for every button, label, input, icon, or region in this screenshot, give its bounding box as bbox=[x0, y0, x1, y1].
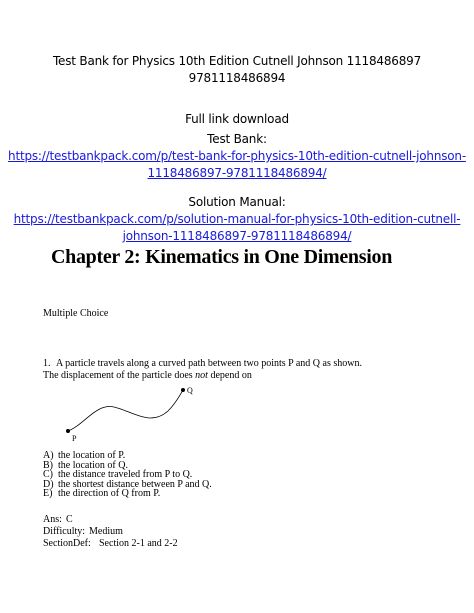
solution-manual-label: Solution Manual: bbox=[188, 195, 286, 209]
question-number: 1. bbox=[43, 358, 51, 369]
option-e: E) the direction of Q from P. bbox=[43, 488, 161, 500]
answer-metadata bbox=[43, 514, 178, 550]
option-a: A) the location of P. bbox=[43, 450, 126, 461]
point-p bbox=[66, 429, 70, 433]
point-q-label: Q bbox=[187, 386, 193, 395]
option-d: D) the shortest distance between P and Q. bbox=[43, 478, 212, 490]
curved-path bbox=[68, 390, 183, 431]
question-text-line-2: The displacement of the particle does not depend on bbox=[43, 370, 252, 381]
test-bank-label: Test Bank: bbox=[207, 132, 267, 146]
option-b: B) the location of Q. bbox=[43, 459, 128, 471]
title-line-1: Test Bank for Physics 10th Edition Cutnell Johnson 1118486897 bbox=[52, 54, 422, 68]
option-c: C) the distance traveled from P to Q. bbox=[43, 469, 193, 481]
solution-manual-link-line-2[interactable]: johnson-1118486897-9781118486894/ bbox=[122, 229, 352, 243]
solution-manual-link-line-1[interactable]: https://testbankpack.com/p/solution-manual-for-physics-10th-edition-cutnell- bbox=[13, 212, 461, 226]
chapter-title: Chapter 2: Kinematics in One Dimension bbox=[51, 246, 393, 268]
answer-row: Ans: C bbox=[43, 514, 73, 525]
section-label: Multiple Choice bbox=[43, 308, 109, 319]
answer-options bbox=[43, 451, 212, 499]
solution-manual-link[interactable] bbox=[0, 211, 474, 245]
test-bank-link-line-1[interactable]: https://testbankpack.com/p/test-bank-for-physics-10th-edition-cutnell-johnson- bbox=[8, 149, 466, 163]
section-def-row: SectionDef: Section 2-1 and 2-2 bbox=[43, 538, 178, 549]
question-1 bbox=[43, 358, 362, 382]
point-q bbox=[181, 388, 185, 392]
path-figure bbox=[54, 381, 194, 447]
download-section bbox=[0, 111, 474, 245]
full-link-label: Full link download bbox=[185, 112, 289, 126]
point-p-label: P bbox=[72, 434, 77, 443]
document-title bbox=[0, 53, 474, 87]
title-line-2: 9781118486894 bbox=[188, 71, 286, 85]
emphasis-not: not bbox=[195, 370, 208, 381]
test-bank-link-line-2[interactable]: 1118486897-9781118486894/ bbox=[147, 166, 327, 180]
test-bank-link[interactable] bbox=[0, 148, 474, 182]
difficulty-row: Difficulty: Medium bbox=[43, 526, 123, 537]
question-text-line-1: A particle travels along a curved path between two points P and Q as shown. bbox=[56, 358, 362, 369]
